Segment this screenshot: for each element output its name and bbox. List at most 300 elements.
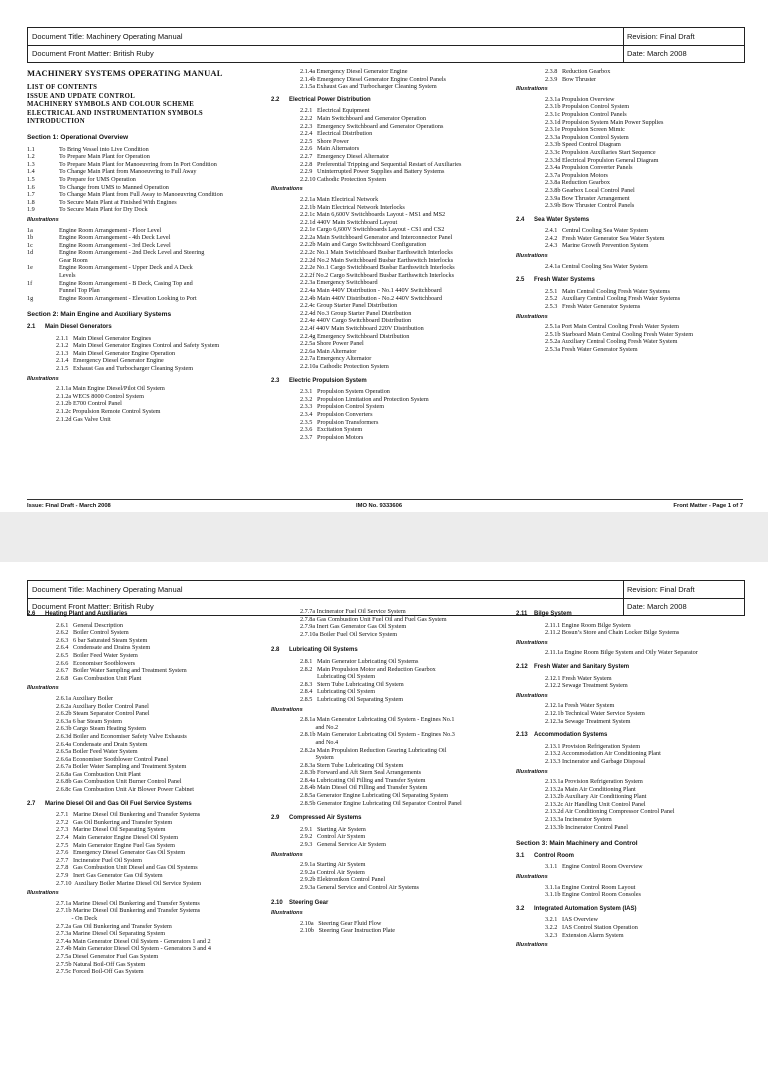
list-item: 2.2.2c No.1 Main Switchboard Busbar Earthswitch Interlocks: [300, 249, 453, 257]
list-item: 2.1.3 Main Diesel Generator Engine Operation: [56, 349, 176, 357]
illustrations-label: Illustrations: [516, 874, 548, 881]
list-item: 2.3.1c Propulsion Control Panels: [545, 110, 627, 118]
item-text: To Change from UMS to Manned Operation: [59, 183, 169, 191]
item-text: Engine Room Arrangement - Elevation Looking to Port: [59, 294, 197, 302]
list-item: 2.2.8 Preferential Tripping and Sequential Restart of Auxiliaries: [300, 160, 462, 168]
doc-title: Document Title: Machinery Operating Manual: [32, 32, 183, 41]
list-item: 2.6.7a Boiler Water Sampling and Treatment System: [56, 763, 187, 771]
item-text: To Change Main Plant from Full Away to Manoeuvring Condition: [59, 191, 223, 199]
list-item: 2.7.5c Forced Boil-Off Gas System: [56, 968, 144, 976]
subsection-illustrations: [516, 263, 746, 271]
list-item: 2.7.5a Diesel Generator Fuel Gas System: [56, 952, 159, 960]
list-item: 2.2.4c Group Starter Panel Distribution: [300, 302, 398, 310]
list-item: [27, 287, 277, 295]
list-item: 2.1.2c Propulsion Remote Control System: [56, 407, 161, 415]
list-item: 2.13.2d Air Conditioning Compressor Control Panel: [545, 808, 675, 816]
item-number: 1a: [27, 226, 33, 234]
list-item: 2.6.2 Boiler Control System: [56, 629, 129, 637]
item-text: To Change Main Plant from Manoeuvring to Full Away: [59, 168, 197, 176]
subsection-heading: 2.3 Electric Propulsion System: [271, 377, 367, 384]
list-item: 2.6.8 Gas Combustion Unit Plant: [56, 674, 142, 682]
list-item: [27, 227, 277, 235]
subsection-heading: 2.9 Compressed Air Systems: [271, 815, 362, 822]
list-item: 2.2.2b Main and Cargo Switchboard Configuration: [300, 241, 427, 249]
list-item: 2.2.4d No.3 Group Starter Panel Distribution: [300, 309, 412, 317]
list-item: 2.8.5 Lubricating Oil Separating System: [300, 695, 404, 703]
list-item: 2.13.3a Incinerator System: [545, 816, 612, 824]
list-item: 2.2.9 Uninterrupted Power Supplies and Battery Systems: [300, 168, 445, 176]
list-item: 2.1.4a Emergency Diesel Generator Engine: [300, 68, 408, 75]
subsection-items: [516, 288, 746, 311]
item-text: Engine Room Arrangement - Upper Deck and A Deck: [59, 264, 193, 272]
subsection-illustrations: [27, 695, 287, 794]
list-item: 2.6.8b Gas Combustion Unit Burner Control Panel: [56, 778, 182, 786]
illustrations-label: Illustrations: [271, 186, 303, 193]
list-item: Lubricating Oil System: [300, 673, 376, 681]
list-item: 2.1.4b Emergency Diesel Generator Engine Control Panels: [300, 75, 446, 83]
list-item: 2.6.3a 6 bar Steam System: [56, 717, 122, 725]
list-item: 2.1.1 Main Diesel Generator Engines: [56, 334, 152, 342]
list-item: 2.1.4 Emergency Diesel Generator Engine: [56, 357, 164, 365]
illustrations-label: Illustrations: [27, 375, 59, 382]
subsection-items: [516, 675, 751, 690]
section-1-illustrations: [27, 227, 277, 303]
list-item: 2.1.2a WECS 8000 Control System: [56, 392, 144, 400]
list-item: 2.8.2 Main Propulsion Motor and Reduction Gearbox: [300, 665, 436, 673]
item-number: 1.6: [27, 183, 35, 191]
subsection-heading: 2.4 Sea Water Systems: [516, 216, 590, 223]
list-item: 2.2.4e 440V Cargo Switchboard Distribution: [300, 317, 412, 325]
list-item: 2.2.7a Emergency Alternator: [300, 355, 372, 363]
list-item: 2.2.10a Cathodic Protection System: [300, 362, 389, 370]
list-item: 2.2.4 Electrical Distribution: [300, 130, 373, 138]
illustrations-label: Illustrations: [516, 692, 548, 699]
list-item: ELECTRICAL AND INSTRUMENTATION SYMBOLS: [27, 109, 204, 117]
list-item: 2.8.3 Stern Tube Lubricating Oil System: [300, 680, 404, 688]
item-text: To Secure Main Plant for Dry Dock: [59, 206, 148, 214]
list-item: 2.7.4a Main Generator Diesel Oil System - Generators 1 and 2: [56, 937, 211, 945]
list-item: 2.12.1a Fresh Water System: [545, 702, 615, 710]
list-item: 2.2.1a Main Electrical Network: [300, 195, 379, 203]
list-item: 2.9.2 Control Air System: [300, 833, 366, 841]
list-item: 2.6.6 Economiser Sootblowers: [56, 659, 136, 667]
list-item: 2.1.2 Main Diesel Generator Engines Control and Safety System: [56, 342, 220, 350]
list-item: 2.8.5b Generator Engine Lubricating Oil Separator Control Panel: [300, 799, 462, 807]
document-page-1: [0, 0, 768, 512]
list-item: 2.10b Steering Gear Instruction Plate: [300, 927, 396, 935]
list-item: 2.11.2 Bosun’s Store and Chain Locker Bilge Systems: [545, 629, 680, 637]
list-item: 2.9.1a Starting Air System: [300, 861, 366, 869]
list-item: 2.4.2 Fresh Water Generator Sea Water System: [545, 234, 665, 242]
list-item: - On Deck: [56, 914, 98, 922]
list-item: 2.3.1b Propulsion Control System: [545, 103, 630, 111]
list-item: 2.3.4a Propulsion Converter Panels: [545, 164, 633, 172]
subsection-heading: 2.5 Fresh Water Systems: [516, 277, 595, 284]
item-text: Engine Room Arrangement - Floor Level: [59, 226, 162, 234]
list-item: 2.6.5a Boiler Feed Water System: [56, 748, 138, 756]
item-number: 1.9: [27, 206, 35, 214]
list-item: 2.12.2 Sewage Treatment System: [545, 682, 628, 690]
list-item: 2.7.10a Boiler Fuel Oil Service System: [300, 630, 398, 638]
illustrations-label: Illustrations: [516, 639, 548, 646]
list-item: 2.6.1a Auxiliary Boiler: [56, 694, 114, 702]
column-3: [516, 606, 751, 952]
list-item: 2.6.1 General Description: [56, 621, 124, 629]
list-item: 2.1.1a Main Engine Diesel/Pilot Oil System: [56, 385, 165, 393]
list-item: 2.6.3b Cargo Steam Heating System: [56, 725, 146, 733]
list-item: 2.3.9a Bow Thruster Arrangement: [545, 194, 630, 202]
item-number: 1.3: [27, 160, 35, 168]
subsection-items: [271, 388, 541, 441]
list-item: 2.12.1b Technical Water Service System: [545, 709, 645, 717]
list-item: 2.2.4g Emergency Switchboard Distribution: [300, 332, 410, 340]
list-item: 2.1.2b E700 Control Panel: [56, 400, 122, 408]
subsection-heading: 2.1 Main Diesel Generators: [27, 324, 112, 331]
illustrations-label: Illustrations: [27, 890, 59, 897]
list-item: 3.1.1 Engine Control Room Overview: [545, 863, 643, 871]
subsection-illustrations: [516, 96, 746, 210]
item-text: Engine Room Arrangement - 3rd Deck Level: [59, 241, 171, 249]
list-item: 2.7.8a Gas Combustion Unit Fuel Oil and Fuel Gas System: [300, 615, 447, 623]
list-item: 3.1.1a Engine Control Room Layout: [545, 883, 636, 891]
subsection-items: [271, 826, 521, 849]
list-item: System: [300, 754, 334, 762]
list-item: 2.3.7 Propulsion Motors: [300, 433, 364, 441]
list-item: 2.8.1 Main Generator Lubricating Oil Systems: [300, 657, 419, 665]
list-item: 2.2.7 Emergency Diesel Alternator: [300, 152, 390, 160]
list-item: 2.11.1a Engine Room Bilge System and Oily Water Separator: [545, 649, 698, 657]
subsection-illustrations: [27, 385, 277, 423]
list-item: 2.13.3b Incinerator Control Panel: [545, 823, 628, 831]
list-item: [27, 176, 277, 184]
list-item: [27, 146, 277, 154]
list-item: 2.7.9 Inert Gas Generator Gas Oil System: [56, 872, 163, 879]
illustrations-label: Illustrations: [27, 685, 59, 692]
item-text: To Prepare Main Plant for Manoeuvring from In Port Condition: [59, 160, 217, 168]
illustrations-label: Illustrations: [516, 86, 548, 93]
list-item: 2.2.1d 440V Main Switchboard Layout: [300, 218, 398, 226]
list-item: 2.9.1 Starting Air System: [300, 825, 366, 833]
list-item: 2.7.1a Marine Diesel Oil Bunkering and Transfer Systems: [56, 899, 200, 907]
subsection-heading: 2.12 Fresh Water and Sanitary System: [516, 663, 630, 670]
illustrations-label: Illustrations: [516, 253, 548, 260]
list-item: [27, 249, 277, 257]
list-item: 2.3.1 Propulsion System Operation: [300, 388, 390, 396]
list-item: 2.6.8c Gas Combustion Unit Air Blower Power Cabinet: [56, 786, 195, 794]
footer-imo: IMO No. 9333606: [356, 503, 403, 509]
section-heading: Section 2: Main Engine and Auxiliary Systems: [27, 311, 172, 319]
list-item: 2.1.5 Exhaust Gas and Turbocharger Cleaning System: [56, 365, 194, 372]
subsection-illustrations: [516, 884, 751, 899]
list-item: 2.3.8 Reduction Gearbox: [545, 68, 611, 75]
subsection-items: [516, 743, 751, 766]
subsection-items: [27, 622, 287, 683]
list-item: 2.3.8a Reduction Gearbox: [545, 179, 610, 187]
list-item: 2.5.2 Auxiliary Central Cooling Fresh Water Systems: [545, 295, 681, 303]
list-item: [27, 264, 277, 272]
list-item: 2.7.2 Gas Oil Bunkering and Transfer System: [56, 818, 173, 826]
list-item: 2.8.4 Lubricating Oil System: [300, 688, 376, 696]
list-item: [27, 199, 277, 207]
item-number: 1b: [27, 234, 34, 242]
list-item: 2.2.6 Main Alternators: [300, 145, 360, 153]
subsection-heading: 3.2 Integrated Automation System (IAS): [516, 905, 637, 912]
list-item: 2.2.3 Emergency Switchboard and Generator Operations: [300, 122, 444, 130]
list-item: [27, 168, 277, 176]
list-item: 2.6.4a Condensate and Drain System: [56, 740, 148, 748]
subsection-items: [271, 658, 521, 704]
manual-title: MACHINERY SYSTEMS OPERATING MANUAL: [27, 68, 223, 78]
list-item: 2.5.3 Fresh Water Generator Systems: [545, 303, 641, 311]
list-item: 2.4.1 Central Cooling Sea Water System: [545, 227, 649, 235]
list-item: 2.9.3a General Service and Control Air Systems: [300, 884, 419, 891]
item-number: 1f: [27, 279, 33, 287]
column-2: [271, 608, 521, 935]
list-item: [27, 206, 277, 214]
illustrations-label: Illustrations: [516, 768, 548, 775]
subsection-illustrations: [271, 716, 521, 807]
list-item: 2.3.1e Propulsion Screen Mimic: [545, 126, 625, 134]
list-item: 2.8.3a Stern Tube Lubricating Oil System: [300, 761, 404, 769]
list-item: 2.6.4 Condensate and Drains System: [56, 644, 151, 652]
doc-title: Document Title: Machinery Operating Manual: [32, 585, 183, 594]
doc-front-matter: Document Front Matter: British Ruby: [32, 602, 154, 611]
list-item: 2.7.1 Marine Diesel Oil Bunkering and Transfer Systems: [56, 811, 201, 819]
list-item: and No.2: [300, 723, 339, 731]
list-item: 2.8.4a Lubricating Oil Filling and Transfer System: [300, 776, 426, 784]
illustrations-label: Illustrations: [271, 851, 303, 858]
list-item: 3.2.2 IAS Control Station Operation: [545, 924, 638, 931]
item-text: Engine Room Arrangement - 4th Deck Level: [59, 234, 171, 242]
list-item: 2.2.1 Electrical Equipment: [300, 107, 370, 115]
list-item: 2.13.2b Auxiliary Air Conditioning Plant: [545, 793, 647, 801]
document-page-2: [0, 562, 768, 1074]
subsection-heading: 3.1 Control Room: [516, 852, 574, 859]
list-item: 2.8.2a Main Propulsion Reduction Gearing Lubricating Oil: [300, 746, 447, 754]
list-item: 2.3.3d Electrical Propulsion General Diagram: [545, 156, 659, 164]
item-number: 1e: [27, 264, 33, 272]
list-item: 2.10a Steering Gear Fluid Flow: [300, 919, 382, 927]
list-item: 2.6.7 Boiler Water Sampling and Treatment System: [56, 667, 187, 675]
list-item: 2.9.3 General Service Air System: [300, 841, 386, 849]
list-item: [27, 257, 277, 265]
subsection-heading: 2.7 Marine Diesel Oil and Gas Oil Fuel Service Systems: [27, 800, 192, 807]
item-text: To Bring Vessel into Live Condition: [59, 145, 149, 153]
list-item: 2.3.9 Bow Thruster: [545, 75, 597, 83]
list-item: 2.5.1a Port Main Central Cooling Fresh Water System: [545, 323, 679, 331]
list-item: 2.5.3a Fresh Water Generator System: [545, 346, 638, 353]
item-number: 1g: [27, 294, 34, 302]
column-1: [27, 68, 277, 423]
list-item: 2.2.2a Main Switchboard Generator and Interconnector Panel: [300, 233, 453, 241]
list-item: 2.6.2b Steam Separator Control Panel: [56, 710, 150, 718]
illustrations-label: Illustrations: [27, 216, 59, 223]
revision: Revision: Final Draft: [627, 585, 695, 594]
item-number: 1d: [27, 249, 34, 257]
page-footer: [27, 502, 743, 512]
item-text: Engine Room Arrangement - B Deck, Casing Top and: [59, 279, 193, 287]
list-item: 2.1.5a Exhaust Gas and Turbocharger Cleaning System: [300, 83, 437, 91]
list-item: 2.2.1c Main 6,600V Switchboards Layout - MS1 and MS2: [300, 211, 446, 219]
list-item: 3.1.1b Engine Control Room Consoles: [545, 891, 641, 899]
list-item: 2.3.5 Propulsion Transformers: [300, 418, 379, 426]
list-item: ISSUE AND UPDATE CONTROL: [27, 92, 136, 100]
list-item: 2.6.3d Boiler and Economiser Safety Valve Exhausts: [56, 732, 187, 740]
subsection-items: [27, 811, 287, 887]
list-item: and No.4: [300, 738, 339, 746]
list-item: 2.3.3 Propulsion Control System: [300, 403, 385, 411]
list-item: 2.7.8 Gas Combustion Unit Diesel and Gas Oil Systems: [56, 864, 198, 872]
list-item: 2.11.1 Engine Room Bilge System: [545, 621, 631, 629]
list-item: 2.2.3a Emergency Switchboard: [300, 279, 378, 287]
revision: Revision: Final Draft: [627, 32, 695, 41]
list-item: 2.2.1e Cargo 6,600V Switchboards Layout - CS1 and CS2: [300, 226, 445, 234]
subsection-illustrations: [271, 861, 521, 891]
subsection-heading: 2.8 Lubricating Oil Systems: [271, 647, 358, 654]
subsection-items: [271, 107, 541, 183]
subsection-heading: 2.6 Heating Plant and Auxiliaries: [27, 611, 128, 617]
subsection-illustrations: [516, 702, 751, 725]
subsection-heading: 2.2 Electrical Power Distribution: [271, 96, 371, 103]
item-text: Gear Room: [59, 256, 88, 264]
list-item: 2.3.9b Bow Thruster Control Panels: [545, 202, 635, 210]
list-item: 3.2.1 IAS Overview: [545, 916, 598, 924]
illustrations-label: Illustrations: [516, 942, 548, 949]
list-item: 2.3.2 Propulsion Limitation and Protection System: [300, 395, 429, 403]
list-item: 2.2.2e No.1 Cargo Switchboard Busbar Earthswitch Interlocks: [300, 264, 455, 272]
list-item: 2.12.3a Sewage Treatment System: [545, 717, 631, 725]
list-item: 2.4.1a Central Cooling Sea Water System: [545, 262, 648, 270]
column-2: [271, 68, 541, 441]
doc-front-matter: Document Front Matter: British Ruby: [32, 49, 154, 58]
list-item: [27, 234, 277, 242]
item-text: To Secure Main Plant at Finished With Engines: [59, 198, 177, 206]
list-item: 2.7.4b Main Generator Diesel Oil System - Generators 3 and 4: [56, 945, 211, 953]
subsection-heading: 2.13 Accommodation Systems: [516, 732, 608, 739]
column-1: [27, 606, 287, 976]
list-item: 2.2.10 Cathodic Protection System: [300, 175, 387, 183]
list-item: [27, 272, 277, 280]
list-item: 2.5.1b Starboard Main Central Cooling Fresh Water System: [545, 330, 694, 338]
list-item: 2.2.5 Shore Power: [300, 137, 349, 145]
list-item: 2.7.9a Inert Gas Generator Gas Oil System: [300, 623, 407, 631]
list-item: 2.7.3 Marine Diesel Oil Separating System: [56, 826, 166, 834]
list-item: 2.9.2b Elektronikon Control Panel: [300, 876, 386, 884]
list-item: 2.13.1a Provision Refrigeration System: [545, 778, 643, 786]
date: Date: March 2008: [627, 602, 687, 611]
list-item: [27, 295, 277, 303]
list-item: 2.7.6 Emergency Diesel Generator Gas Oil System: [56, 849, 186, 857]
section-heading: Section 3: Main Machinery and Control: [516, 840, 638, 848]
illustrations-label: Illustrations: [516, 313, 548, 320]
list-item: 2.3.6 Excitation System: [300, 426, 363, 434]
section-1-list: [27, 146, 277, 214]
list-item: 2.8.4b Main Diesel Oil Filling and Transfer System: [300, 784, 428, 792]
list-item: 2.9.2a Control Air System: [300, 868, 365, 876]
list-item: 2.8.3b Forward and Aft Stern Seal Arrangements: [300, 769, 421, 777]
list-item: 2.3.3b Speed Control Diagram: [545, 141, 621, 149]
list-item: 2.7.3a Marine Diesel Oil Separating System: [56, 930, 166, 938]
item-number: 1.8: [27, 198, 35, 206]
illustrations-label: Illustrations: [271, 910, 303, 917]
page-header: [27, 27, 745, 63]
list-item: 2.3.4 Propulsion Converters: [300, 410, 373, 418]
list-item: 2.7.10 Auxiliary Boiler Marine Diesel Oil Service System: [56, 879, 202, 887]
subsection-illustrations: [516, 323, 746, 353]
item-text: Engine Room Arrangement - 2nd Deck Level and Steering: [59, 249, 205, 257]
list-item: 2.13.3 Incinerator and Garbage Disposal: [545, 757, 646, 765]
item-number: 1.4: [27, 168, 35, 176]
list-item: 2.2.2f No.2 Cargo Switchboard Busbar Earthswitch Interlocks: [300, 271, 455, 279]
column-3: [516, 68, 746, 354]
continued-items: [271, 68, 541, 91]
list-item: 2.7.1b Marine Diesel Oil Bunkering and Transfer Systems: [56, 907, 201, 915]
list-item: [27, 153, 277, 161]
subsection-illustrations: [271, 920, 521, 935]
subsection-items: [516, 863, 751, 871]
subsection-items: [516, 622, 751, 637]
toc-front-list: [27, 84, 277, 127]
subsection-illustrations: [516, 649, 751, 657]
header-divider: [623, 28, 624, 62]
list-item: 2.7.7a Incinerator Fuel Oil Service System: [300, 608, 406, 615]
subsection-items: [516, 227, 746, 250]
list-item: 2.7.4 Main Generator Engine Diesel Oil System: [56, 834, 179, 842]
list-item: 2.5.2a Auxiliary Central Cooling Fresh Water System: [545, 338, 678, 346]
list-item: 2.8.1a Main Generator Lubricating Oil System - Engines No.1: [300, 716, 455, 724]
subsection-items: [27, 335, 277, 373]
list-item: 2.1.2d Gas Valve Unit: [56, 415, 111, 423]
footer-page: Front Matter - Page 1 of 7: [673, 503, 743, 509]
subsection-heading: 2.10 Steering Gear: [271, 899, 329, 906]
footer-rule: [27, 499, 743, 500]
subsection-illustrations: [516, 778, 751, 831]
list-item: 2.3.7a Propulsion Motors: [545, 171, 608, 179]
list-item: 2.3.8b Gearbox Local Control Panel: [545, 186, 635, 194]
list-item: MACHINERY SYMBOLS AND COLOUR SCHEME: [27, 101, 195, 109]
list-item: 2.5.1 Main Central Cooling Fresh Water Systems: [545, 287, 670, 295]
list-item: 2.2.5a Shore Power Panel: [300, 340, 364, 348]
list-item: 2.6.2a Auxiliary Boiler Control Panel: [56, 702, 149, 710]
list-item: 2.7.5 Main Generator Engine Fuel Gas System: [56, 841, 175, 849]
list-item: 2.6.8a Gas Combustion Unit Plant: [56, 770, 141, 778]
list-item: 2.6.5 Boiler Feed Water System: [56, 651, 138, 659]
list-item: [27, 242, 277, 250]
list-item: 3.2.3 Extension Alarm System: [545, 931, 624, 939]
section-heading: Section 1: Operational Overview: [27, 133, 129, 141]
list-item: INTRODUCTION: [27, 118, 85, 126]
list-item: 2.13.2a Main Air Conditioning Plant: [545, 785, 636, 793]
date: Date: March 2008: [627, 49, 687, 58]
illustrations-label: Illustrations: [271, 706, 303, 713]
list-item: 2.7.5b Natural Boil-Off Gas System: [56, 960, 146, 968]
subsection-illustrations: [271, 196, 541, 371]
item-number: 1.5: [27, 175, 35, 183]
list-item: 2.7.7 Incinerator Fuel Oil System: [56, 856, 142, 864]
list-item: 2.2.4a Main 440V Distribution - No.1 440V Switchboard: [300, 287, 442, 295]
list-item: 2.6.6a Economiser Sootblower Control Panel: [56, 755, 169, 763]
list-item: 2.4.3 Marine Growth Prevention System: [545, 242, 649, 250]
list-item: 2.2.2 Main Switchboard and Generator Operation: [300, 114, 426, 122]
item-text: Funnel Top Plan: [59, 287, 100, 295]
list-item: 2.6.3 6 bar Saturated Steam System: [56, 636, 148, 644]
list-item: 2.2.4f 440V Main Switchboard 220V Distribution: [300, 325, 424, 332]
item-number: 1c: [27, 241, 33, 249]
list-item: 2.7.2a Gas Oil Bunkering and Transfer System: [56, 922, 172, 930]
list-item: 2.3.3c Propulsion Auxiliaries Start Sequence: [545, 148, 656, 156]
footer-issue: Issue: Final Draft - March 2008: [27, 503, 111, 509]
list-item: 2.13.2c Air Handling Unit Control Panel: [545, 800, 646, 808]
